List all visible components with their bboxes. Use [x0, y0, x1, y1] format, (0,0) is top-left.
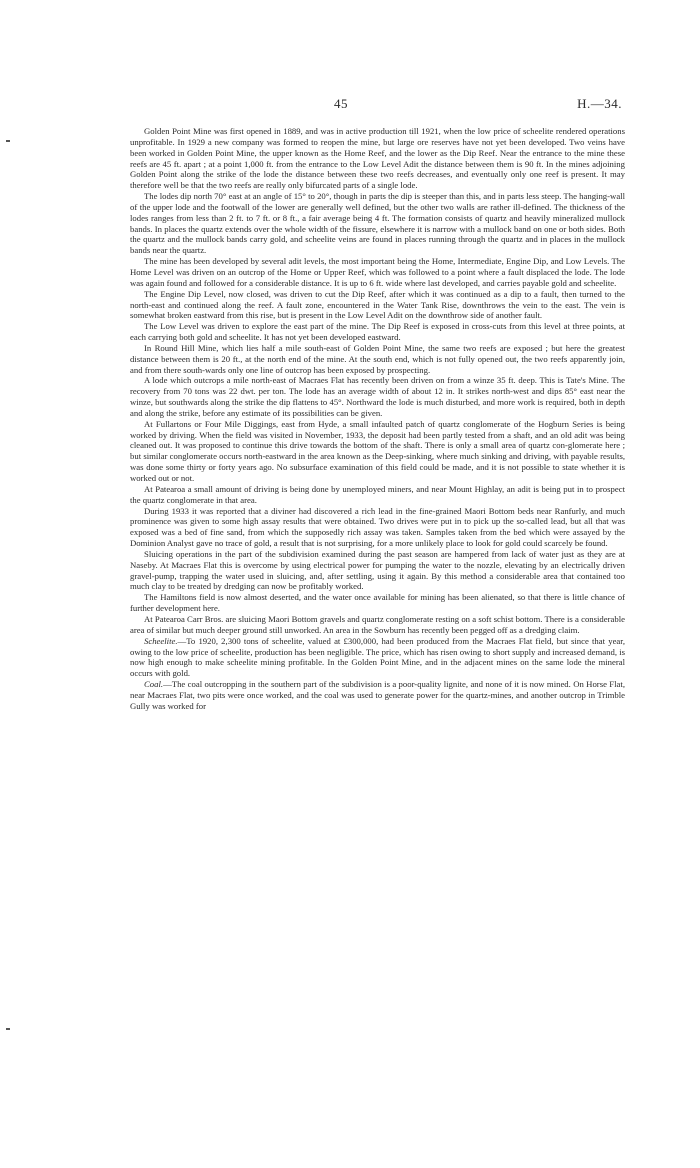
paragraph-diviner-report: During 1933 it was reported that a diviner had discovered a rich lead in the fine-grained Maori Bottom beds near Ranfurly, and much prominence was given to some high assay results that were obtained. Two drives were put in to pick up the so-called lead, but all that was exposed was a bed of fine sand, from which the supposedly rich assay was taken. Samples taken from the bed which were assayed by the Dominion Analyst gave no trace of gold, a result that is not surprising, for a more unlikely place to look for gold could scarcely be found. — [130, 505, 625, 549]
paragraph-engine-dip-level: The Engine Dip Level, now closed, was driven to cut the Dip Reef, after which it was continued as a dip to a fault, then turned to the north-east and continued along the reef. A fault zone, encountered in the Water Tank Rise, downthrows the vein to the east. The vein is somewhat broken eastward from this rise, but is present in the Low Level Adit on the downthrow side of another fault. — [130, 288, 625, 321]
run-in-heading-scheelite: Scheelite. — [144, 635, 178, 646]
paragraph-carr-bros: At Patearoa Carr Bros. are sluicing Maori Bottom gravels and quartz conglomerate resting on a soft schist bottom. There is a considerable area of similar but much deeper ground still unworked. An area in the Sowburn has recently been pegged off as a dredging claim. — [130, 613, 625, 635]
paragraph-coal — [130, 679, 625, 712]
paragraph-patearoa-driving: At Patearoa a small amount of driving is being done by unemployed miners, and near Mount Highlay, an adit is being put in to prospect the quartz conglomerate in that area. — [130, 483, 625, 505]
page-header — [0, 96, 700, 116]
paragraph-lode-dip: The lodes dip north 70° east at an angle of 15° to 20°, though in parts the dip is steeper than this, and in parts less steep. The hanging-wall of the upper lode and the footwall of the lower are generally well defined, but the other two walls are rather ill-defined. The thickness of the lodes ranges from less than 2 ft. to 7 ft. or 8 ft., a fair average being 4 ft. The formation consists of quartz and heavily mineralized mullock bands. In places the quartz extends over the whole width of the fissure, elsewhere it is narrow with a mullock band on one or both sides. Both the quartz and the mullock bands carry gold, and scheelite veins are found in places running through the quartz and in places in the mullock bands near the quartz. — [130, 191, 625, 256]
paragraph-sluicing: Sluicing operations in the part of the subdivision examined during the past season are hampered from lack of water just as they are at Naseby. At Macraes Flat this is overcome by using electrical power for pumping the water to the nozzle, elevating by an electrically driven gravel-pump, trapping the water used in sluicing, and, after settling, using it again. By this method a considerable area that contained too much clay to be treated by dredging can now be profitably worked. — [130, 548, 625, 592]
paragraph-adit-levels: The mine has been developed by several adit levels, the most important being the Home, Intermediate, Engine Dip, and Low Levels. The Home Level was driven on an outcrop of the Home or Upper Reef, which was followed to a point where a fault displaced the lode. The lode was again found and followed for a considerable distance. It is up to 6 ft. wide where last developed, and carries payable gold and scheelite. — [130, 256, 625, 288]
document-reference: H.—34. — [577, 96, 622, 111]
paragraph-scheelite-text: —To 1920, 2,300 tons of scheelite, valued at £300,000, had been produced from the Macraes Flat field, but since that year, owing to the low price of scheelite, production has been negligible. The price, which has risen owing to short supply and increased demand, is now high enough to make scheelite mining profitable. In the Golden Point Mine, and in the adjacent mines on the same lode the mineral occurs with gold. — [130, 635, 625, 679]
paragraph-golden-point-history: Golden Point Mine was first opened in 1889, and was in active production till 1921, when the low price of scheelite rendered operations unprofitable. In 1929 a new company was formed to reopen the mine, but large ore reserves have not yet been developed. Two veins have been worked in Golden Point Mine, the upper known as the Home Reef, and the lower as the Dip Reef. Near the entrance to the mine these reefs are 45 ft. apart ; at a point 1,000 ft. from the entrance to the Low Level Adit the distance between them is 90 ft. In the mines adjoining Golden Point along the strike of the lode the distance between these two reefs decreases, and eventually only one reef is present. It may therefore well be that the two reefs are really only bifurcated parts of a single lode. — [130, 126, 625, 191]
page-number: 45 — [334, 96, 348, 111]
paragraph-scheelite — [130, 636, 625, 679]
paragraph-coal-text: —The coal outcropping in the southern part of the subdivision is a poor-quality lignite, and none of it is now mined. On Horse Flat, near Macraes Flat, two pits were once worked, and the coal was used to generate power for the quartz-mines, and another outcrop in Trimble Gully was worked for — [130, 679, 625, 711]
run-in-heading-coal: Coal. — [144, 679, 164, 690]
body-text — [130, 126, 625, 712]
margin-mark — [6, 1028, 10, 1030]
paragraph-tates-mine: A lode which outcrops a mile north-east of Macraes Flat has recently been driven on from a winze 35 ft. deep. This is Tate's Mine. The recovery from 70 tons was 22 dwt. per ton. The lode has an average width of about 12 in. It strikes north-west and dips 85° east near the winze, but southwards along the strike the dip flattens to 45°. Northward the lode is much disturbed, and more work is required, both in depth and along the strike, before any estimate of its possibilities can be given. — [130, 375, 625, 418]
paragraph-round-hill-mine: In Round Hill Mine, which lies half a mile south-east of Golden Point Mine, the same two reefs are exposed ; but here the greatest distance between them is 20 ft., at the north end of the mine. At the south end, which is not fully opened out, the two reefs apparently join, and from there south-wards only one line of outcrop has been exposed by prospecting. — [130, 342, 625, 375]
paragraph-fullartons: At Fullartons or Four Mile Diggings, east from Hyde, a small infaulted patch of quartz conglomerate of the Hogburn Series is being worked by driving. When the field was visited in November, 1933, the deposit had been partly tested from a shaft, and an old adit was being cleaned out. It was proposed to continue this drive towards the bottom of the shaft. There is only a small area of quartz con-glomerate here ; but similar conglomerate occurs north-eastward in the area known as the Deep-sinking, where much sinking and driving, with payable results, was done some thirty or forty years ago. No subsurface examination of this field could be made, and it is not possible to state whether it is worked out or not. — [130, 418, 625, 483]
paragraph-low-level: The Low Level was driven to explore the east part of the mine. The Dip Reef is exposed in cross-cuts from this level at three points, at each carrying both gold and scheelite. It has not yet been developed eastward. — [130, 321, 625, 343]
paragraph-hamiltons: The Hamiltons field is now almost deserted, and the water once available for mining has been alienated, so that there is little chance of further development here. — [130, 592, 625, 614]
margin-mark — [6, 140, 10, 142]
